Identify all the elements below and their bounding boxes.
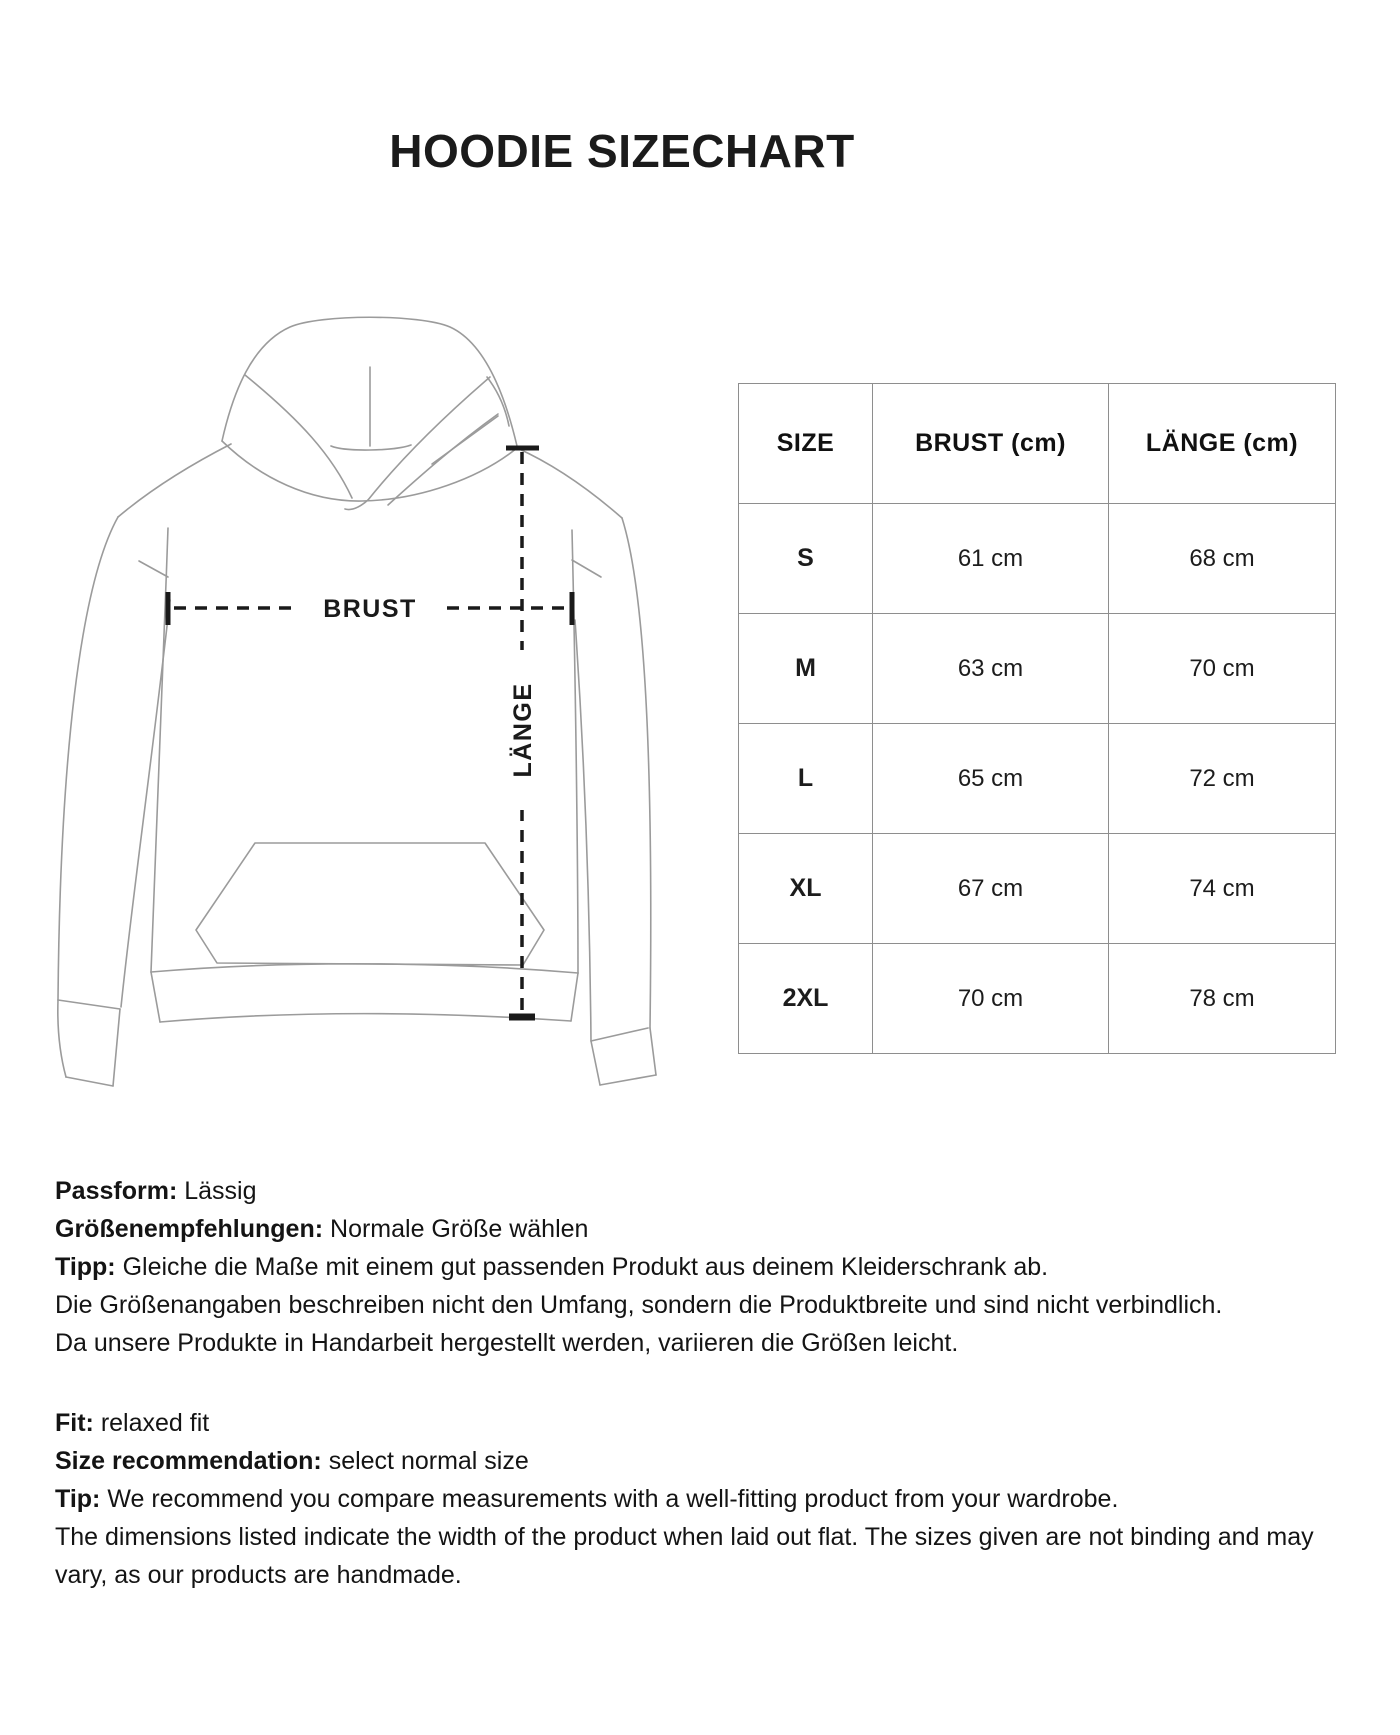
header-brust: BRUST (cm): [873, 384, 1109, 504]
chest-measure-label: BRUST: [323, 595, 417, 623]
table-row: [739, 504, 1336, 614]
page-title: HOODIE SIZECHART: [389, 125, 855, 177]
length-measure-line: [498, 448, 546, 1017]
table-header-row: [739, 384, 1336, 504]
cell-brust: 63 cm: [873, 614, 1109, 724]
cell-size: 2XL: [739, 944, 873, 1054]
fit-line-de: [55, 1172, 1355, 1210]
note-line1-de: Die Größenangaben beschreiben nicht den Umfang, sondern die Produktbreite und sind nicht verbindlich.: [55, 1291, 1223, 1319]
info-block-english: [55, 1404, 1355, 1594]
fit-label-en: Fit:: [55, 1409, 94, 1437]
fit-label-de: Passform:: [55, 1177, 178, 1205]
cell-laenge: 78 cm: [1109, 944, 1336, 1054]
cell-brust: 70 cm: [873, 944, 1109, 1054]
size-rec-label-en: Size recommendation:: [55, 1447, 322, 1475]
size-rec-line-de: [55, 1210, 1355, 1248]
info-block-german: [55, 1172, 1355, 1362]
cell-size: M: [739, 614, 873, 724]
size-table: [738, 383, 1336, 1054]
size-rec-line-en: [55, 1442, 1355, 1480]
cell-size: XL: [739, 834, 873, 944]
chest-measure-line: [168, 586, 572, 630]
pocket-outline: [196, 843, 544, 965]
tip-value-de: Gleiche die Maße mit einem gut passenden Produkt aus deinem Kleiderschrank ab.: [122, 1253, 1049, 1281]
tip-label-en: Tip:: [55, 1485, 101, 1513]
cell-laenge: 74 cm: [1109, 834, 1336, 944]
cell-brust: 65 cm: [873, 724, 1109, 834]
fit-value-de: Lässig: [184, 1177, 257, 1205]
cell-size: L: [739, 724, 873, 834]
cell-laenge: 70 cm: [1109, 614, 1336, 724]
header-size: SIZE: [739, 384, 873, 504]
fit-line-en: [55, 1404, 1355, 1442]
note-line2-de: Da unsere Produkte in Handarbeit hergestellt werden, variieren die Größen leicht.: [55, 1329, 959, 1357]
cell-brust: 67 cm: [873, 834, 1109, 944]
size-rec-value-en: select normal size: [328, 1447, 529, 1475]
table-row: [739, 614, 1336, 724]
tip-line-de: [55, 1248, 1355, 1286]
tip-label-de: Tipp:: [55, 1253, 116, 1281]
note-en: The dimensions listed indicate the width of the product when laid out flat. The sizes given are not binding and may vary, as our products are handmade.: [55, 1523, 1314, 1589]
cell-brust: 61 cm: [873, 504, 1109, 614]
cell-laenge: 68 cm: [1109, 504, 1336, 614]
table-row: [739, 724, 1336, 834]
fit-value-en: relaxed fit: [100, 1409, 210, 1437]
tip-line-en: [55, 1480, 1355, 1518]
size-rec-label-de: Größenempfehlungen:: [55, 1215, 324, 1243]
header-laenge: LÄNGE (cm): [1109, 384, 1336, 504]
table-row: [739, 944, 1336, 1054]
tip-value-en: We recommend you compare measurements with a well-fitting product from your wardrobe.: [107, 1485, 1119, 1513]
table-row: [739, 834, 1336, 944]
length-measure-label: LÄNGE: [509, 682, 537, 778]
cell-laenge: 72 cm: [1109, 724, 1336, 834]
size-rec-value-de: Normale Größe wählen: [330, 1215, 589, 1243]
cell-size: S: [739, 504, 873, 614]
hoodie-outline: [58, 317, 656, 1086]
